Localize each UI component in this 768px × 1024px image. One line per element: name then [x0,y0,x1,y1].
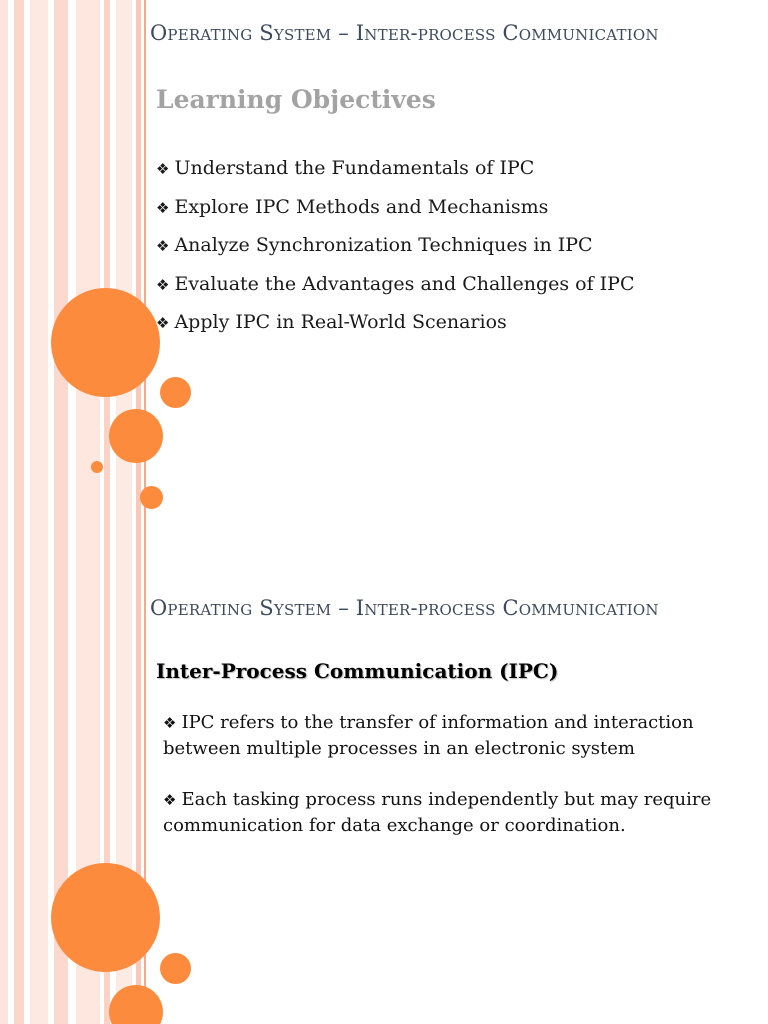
decorative-circle-small-2 [140,486,163,509]
diamond-bullet-icon: ❖ [156,198,170,217]
decorative-circle-small [160,953,191,984]
list-item: ❖ Understand the Fundamentals of IPC [156,155,634,194]
diamond-bullet-icon: ❖ [156,275,170,294]
decorative-circle-medium [109,409,163,463]
list-item: ❖ Evaluate the Advantages and Challenges of IPC [156,271,634,310]
list-item: ❖ Apply IPC in Real-World Scenarios [156,309,634,348]
decorative-circle-large [51,288,160,397]
ipc-heading: Inter-Process Communication (IPC) [156,659,559,683]
list-item: ❖ Explore IPC Methods and Mechanisms [156,194,634,233]
paragraph-ipc-independence: ❖ Each tasking process runs independently but may require communication for data exchange or coordination. [163,789,712,836]
slide-2 [0,512,768,1024]
slide-title: Operating System – Inter-process Communication [150,596,659,620]
diamond-bullet-icon: ❖ [156,237,170,255]
learning-objectives-heading: Learning Objectives [156,85,436,114]
diamond-bullet-icon: ❖ [156,314,170,332]
decorative-circle-small [160,377,191,408]
decorative-circle-medium [109,985,163,1024]
slide-title: Operating System – Inter-process Communication [150,21,659,45]
diamond-bullet-icon: ❖ [163,791,177,809]
diamond-bullet-icon: ❖ [156,160,170,178]
paragraph-ipc-definition: ❖ IPC refers to the transfer of information and interaction between multiple processes in an electronic system [163,712,694,759]
decorative-circle-tiny [91,461,103,473]
objectives-list [156,155,634,348]
diamond-bullet-icon: ❖ [163,714,177,732]
list-item: ❖ Analyze Synchronization Techniques in IPC [156,232,634,271]
decorative-circle-large [51,863,160,972]
